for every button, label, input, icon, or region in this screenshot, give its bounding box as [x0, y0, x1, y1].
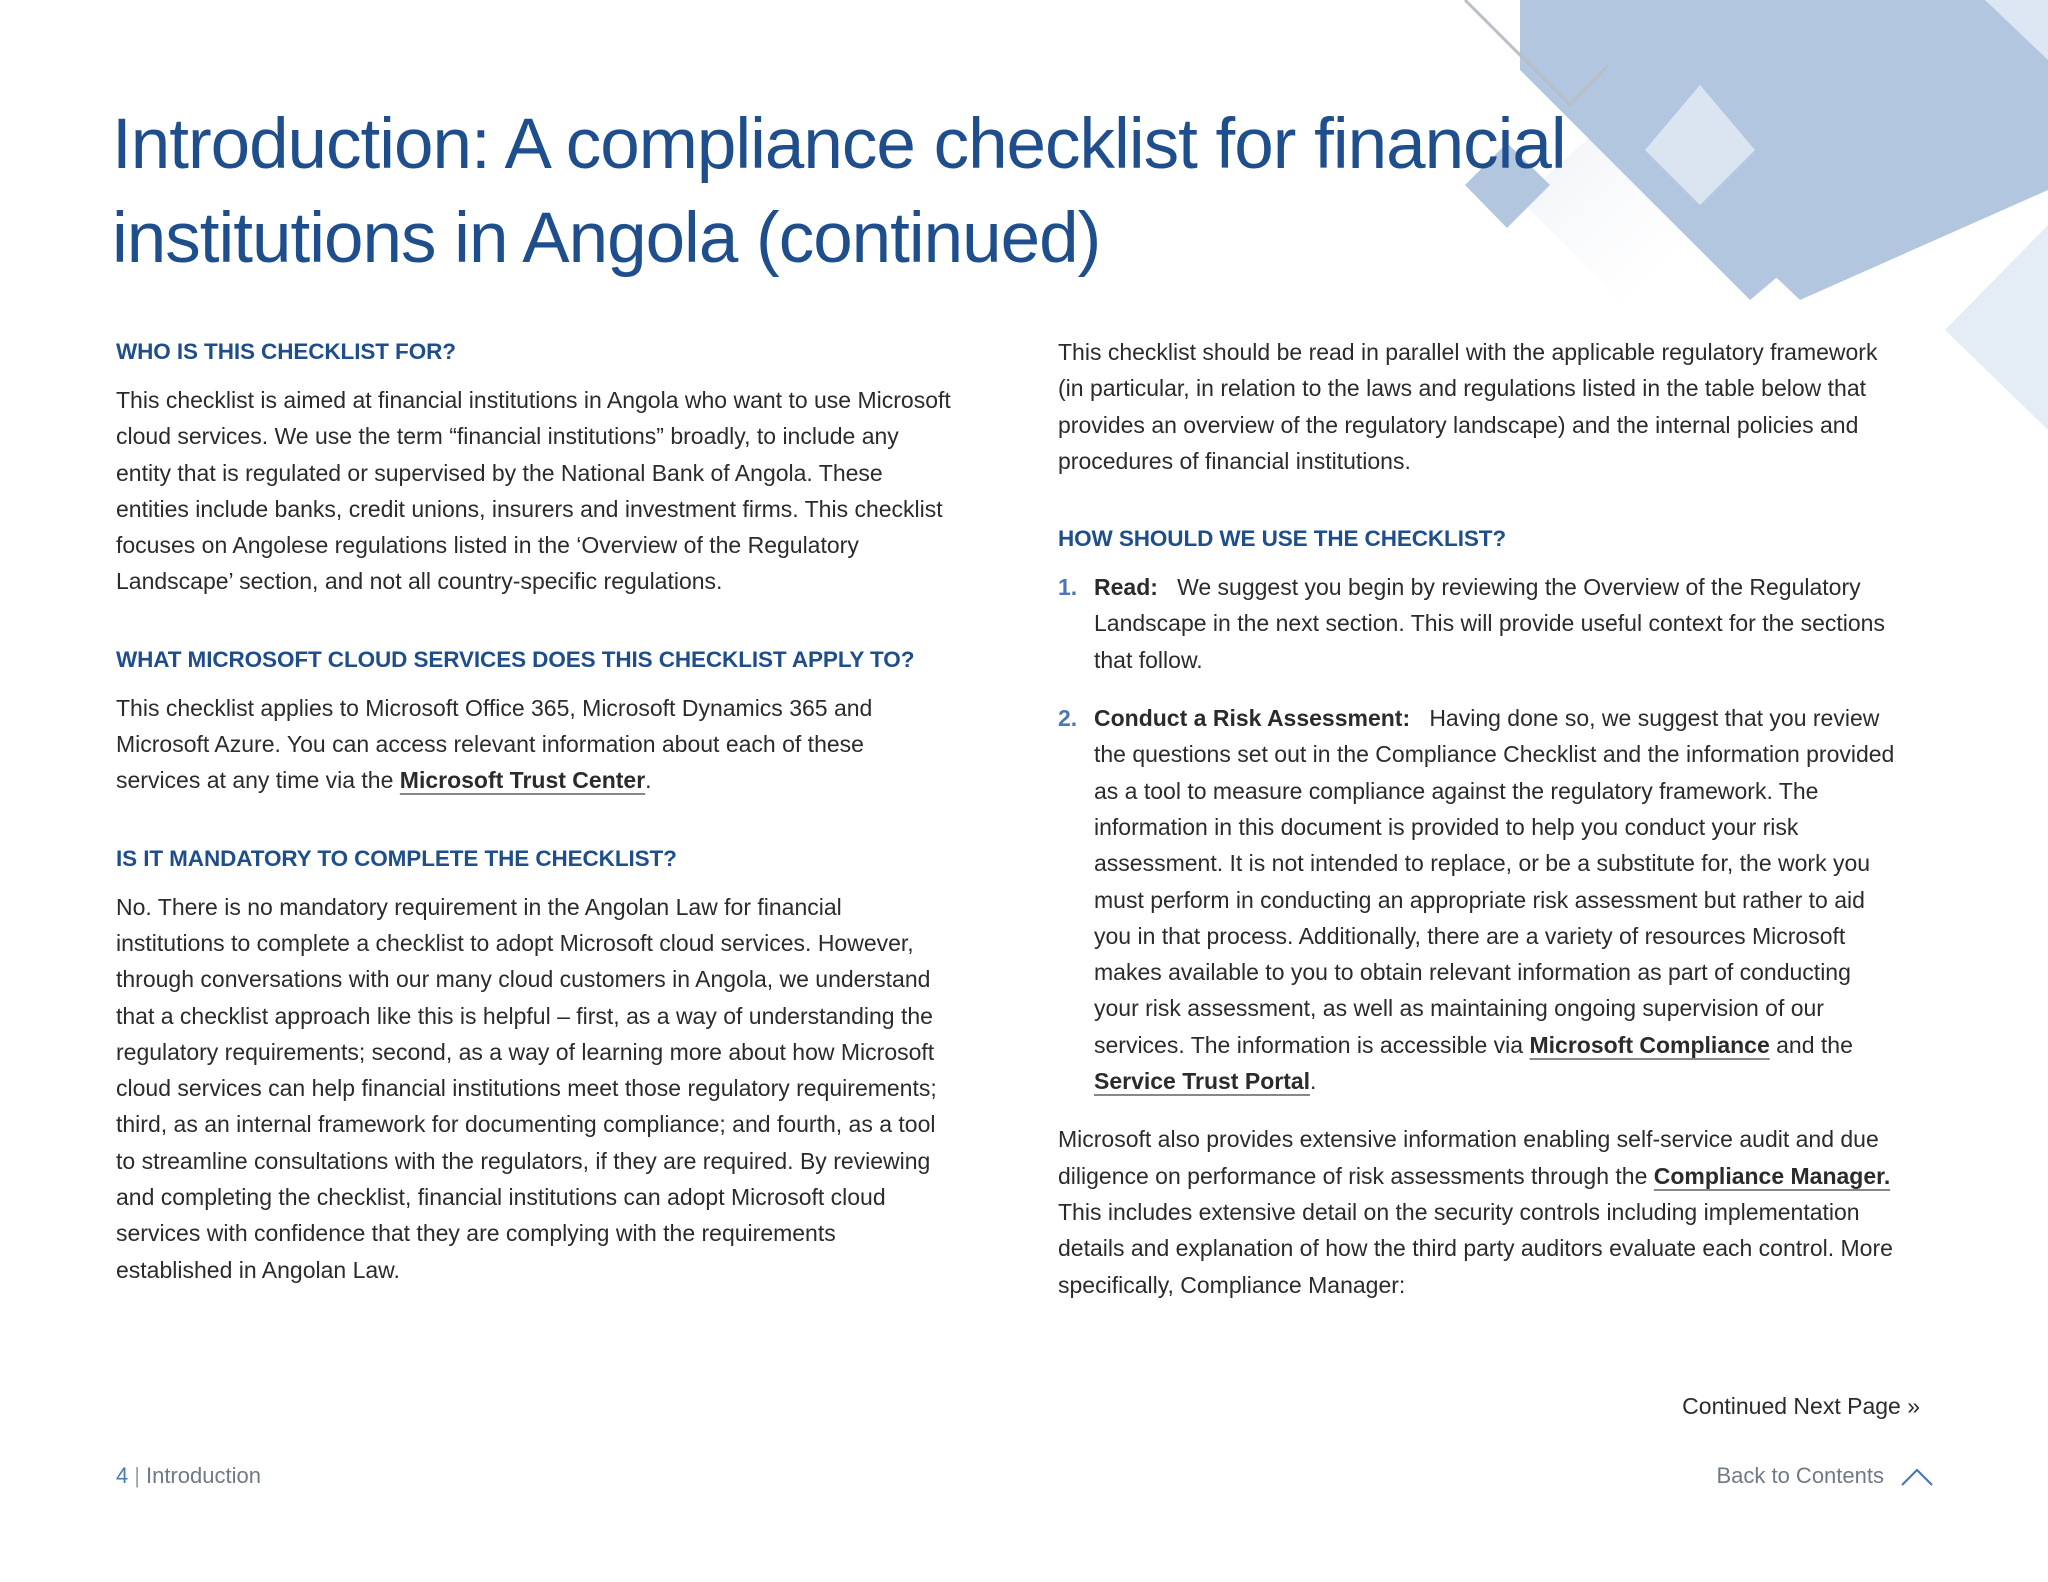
footer-separator: |: [134, 1463, 140, 1488]
footer-page-info: [116, 1460, 261, 1492]
also-text-after: This includes extensive detail on the security controls including implementation details and explanation of how the third party auditors evaluate each control. More specifically, Compliance Manager:: [1058, 1198, 1893, 1298]
service-trust-portal-link[interactable]: Service Trust Portal: [1094, 1068, 1311, 1095]
back-to-contents-link[interactable]: [1716, 1460, 1934, 1492]
who-section: [116, 334, 952, 600]
right-column: [1058, 334, 1898, 1303]
chevron-up-icon: [1900, 1465, 1934, 1487]
step-body-mid: and the: [1769, 1031, 1853, 1058]
step-number: 2.: [1058, 705, 1078, 732]
who-heading: WHO IS THIS CHECKLIST FOR?: [116, 339, 456, 364]
right-pale-shape: [1945, 225, 2048, 430]
what-section: [116, 642, 952, 799]
step-body-end: .: [1310, 1068, 1317, 1095]
what-heading: WHAT MICROSOFT CLOUD SERVICES DOES THIS CHECKLIST APPLY TO?: [116, 646, 915, 672]
step-body: We suggest you begin by reviewing the Overview of the Regulatory Landscape in the next section. This will provide useful context for the sections that follow.: [1094, 574, 1885, 673]
left-column: [116, 334, 952, 1330]
step-title: Conduct a Risk Assessment:: [1094, 705, 1411, 732]
mandatory-heading: IS IT MANDATORY TO COMPLETE THE CHECKLIST?: [116, 845, 677, 871]
continued-next-page-link[interactable]: Continued Next Page »: [1682, 1393, 1920, 1419]
step-body: Having done so, we suggest that you review the questions set out in the Compliance Checklist and the information provided as a tool to measure compliance against the regulatory framework. The information in this document is provided to help you conduct your risk assessment. It is not intended to replace, or be a substitute for, the work you must perform in conducting an appropriate risk assessment but rather to aid you in that process. Additionally, there are a variety of resources Microsoft makes available to you to obtain relevant information as part of conducting your risk assessment, as well as maintaining ongoing supervision of our services. The information is accessible via: [1094, 705, 1895, 1058]
step-risk-assessment: [1058, 700, 1898, 1099]
also-text: Microsoft also provides extensive information enabling self-service audit and due diligence on performance of risk assessments through the: [1058, 1126, 1879, 1189]
mandatory-section: [116, 841, 952, 1288]
microsoft-compliance-link[interactable]: Microsoft Compliance: [1529, 1031, 1770, 1058]
footer-section-name: Introduction: [145, 1463, 261, 1488]
step-read: [1058, 569, 1898, 678]
step-title: Read:: [1094, 574, 1158, 601]
steps-list: [1058, 569, 1898, 1099]
what-body: [116, 690, 952, 799]
intro-body: This checklist should be read in parallel with the applicable regulatory framework (in particular, in relation to the laws and regulations listed in the table below that provides an overview of the regulatory landscape) and the internal policies and procedures of financial institutions.: [1058, 339, 1878, 474]
page-number: 4: [116, 1463, 129, 1488]
page-title: Introduction: A compliance checklist for financial institutions in Angola (continued): [112, 105, 1566, 278]
how-heading: HOW SHOULD WE USE THE CHECKLIST?: [1058, 526, 1507, 552]
what-body-end: .: [645, 767, 652, 794]
back-to-contents-label: Back to Contents: [1716, 1463, 1884, 1488]
step-number: 1.: [1058, 574, 1078, 601]
mandatory-body: No. There is no mandatory requirement in the Angolan Law for financial institutions to complete a checklist to adopt Microsoft cloud services. However, through conversations with our many cloud customers in Angola, we understand that a checklist approach like this is helpful – first, as a way of understanding the regulatory requirements; second, as a way of learning more about how Microsoft cloud services can help financial institutions meet those regulatory requirements; third, as an internal framework for documenting compliance; and fourth, as a tool to streamline consultations with the regulators, if they are required. By reviewing and completing the checklist, financial institutions can adopt Microsoft cloud services with confidence that they are complying with the requirements established in Angolan Law.: [116, 893, 937, 1283]
compliance-manager-link[interactable]: Compliance Manager.: [1653, 1162, 1891, 1189]
who-body: This checklist is aimed at financial institutions in Angola who want to use Microsoft cloud services. We use the term “financial institutions” broadly, to include any entity that is regulated or supervised by the National Bank of Angola. These entities include banks, credit unions, insurers and investment firms. This checklist focuses on Angolese regulations listed in the ‘Overview of the Regulatory Landscape’ section, and not all country-specific regulations.: [116, 387, 951, 595]
what-body-text: This checklist applies to Microsoft Office 365, Microsoft Dynamics 365 and Microsoft Azure. You can access relevant information about each of these services at any time via the: [116, 694, 873, 794]
how-section: [1058, 521, 1898, 1099]
also-body: [1058, 1121, 1898, 1302]
microsoft-trust-center-link[interactable]: Microsoft Trust Center: [399, 767, 646, 794]
intro-section: [1058, 334, 1898, 479]
